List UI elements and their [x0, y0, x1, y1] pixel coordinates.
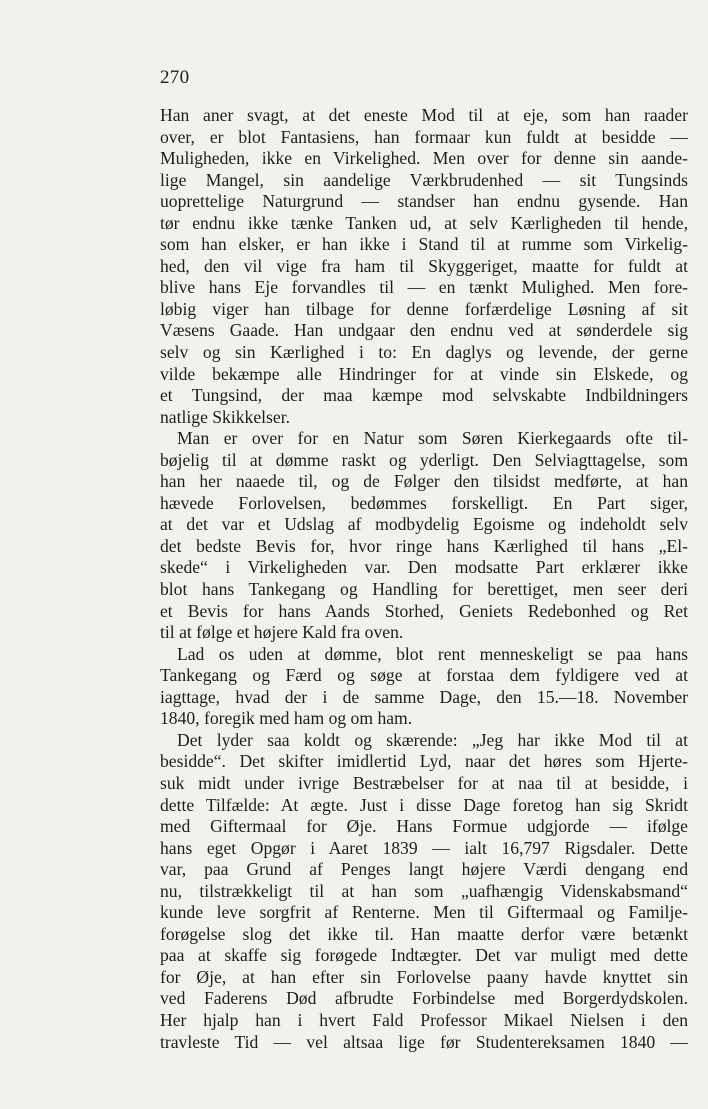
text-line: hævede Forlovelsen, bedømmes forskelligt. En Part siger, — [160, 492, 688, 513]
text-line: Lad os uden at dømme, blot rent menneskeligt se paa hans — [177, 643, 688, 664]
text-line: et Tungsind, der maa kæmpe mod selvskabte Indbildningers — [160, 385, 688, 406]
text-line: skede“ i Virkeligheden var. Den modsatte Part erklærer ikke — [160, 557, 688, 578]
text-line: Det lyder saa koldt og skærende: „Jeg har ikke Mod til at — [177, 729, 688, 750]
text-line: paa at skaffe sig forøgede Indtægter. Det var muligt med dette — [160, 945, 688, 966]
text-line: at det var et Udslag af modbydelig Egoisme og indeholdt selv — [160, 514, 688, 535]
text-line: Tankegang og Færd og søge at forstaa dem fyldigere ved at — [160, 665, 688, 686]
text-line: lige Mangel, sin aandelige Værkbrudenhed — sit Tungsinds — [160, 169, 688, 190]
text-line: travleste Tid — vel altsaa lige før Studentereksamen 1840 — — [160, 1031, 688, 1052]
text-line: Væsens Gaade. Han undgaar den endnu ved at sønderdele sig — [160, 320, 688, 341]
text-line: et Bevis for hans Aands Storhed, Geniets Redebonhed og Ret — [160, 600, 688, 621]
text-line: vilde bekæmpe alle Hindringer for at vinde sin Elskede, og — [160, 363, 688, 384]
text-line: til at følge et højere Kald fra oven. — [160, 622, 404, 643]
text-line: blot hans Tankegang og Handling for berettiget, men seer deri — [160, 579, 688, 600]
text-line: som han elsker, er han ikke i Stand til at rumme som Virkelig- — [160, 234, 688, 255]
text-line: var, paa Grund af Penges langt højere Værdi dengang end — [160, 859, 688, 880]
text-line: kunde leve sorgfrit af Renterne. Men til Giftermaal og Familje- — [160, 902, 688, 923]
text-line: med Giftermaal for Øje. Hans Formue udgjorde — ifølge — [160, 816, 688, 837]
text-line: bøjelig til at dømme raskt og yderligt. Den Selviagttagelse, som — [160, 449, 688, 470]
text-line: selv og sin Kærlighed i to: En daglys og levende, der gerne — [160, 342, 688, 363]
body-text — [160, 105, 688, 1053]
text-line: over, er blot Fantasiens, han formaar kun fuldt at besidde — — [160, 126, 688, 147]
text-line: Muligheden, ikke en Virkelighed. Men over for denne sin aande- — [160, 148, 688, 169]
text-line: dette Tilfælde: At ægte. Just i disse Dage foretog han sig Skridt — [160, 794, 688, 815]
text-line: nu, tilstrækkeligt til at han som „uafhængig Videnskabsmand“ — [160, 880, 688, 901]
text-line: Han aner svagt, at det eneste Mod til at eje, som han raader — [160, 105, 688, 125]
text-line: forøgelse slog det ikke til. Han maatte derfor være betænkt — [160, 923, 688, 944]
text-line: blive hans Eje forvandles til — en tænkt Mulighed. Men fore- — [160, 277, 688, 298]
text-line: Man er over for en Natur som Søren Kierkegaards ofte til- — [177, 428, 688, 449]
text-line: ved Faderens Død afbrudte Forbindelse med Borgerdydskolen. — [160, 988, 688, 1009]
text-line: besidde“. Det skifter imidlertid Lyd, naar det høres som Hjerte- — [160, 751, 688, 772]
text-line: iagttage, hvad der i de samme Dage, den 15.—18. November — [160, 686, 688, 707]
text-line: Her hjalp han i hvert Fald Professor Mikael Nielsen i den — [160, 1009, 688, 1030]
text-line: han her naaede til, og de Følger den tilsidst medførte, at han — [160, 471, 688, 492]
text-line: for Øje, at han efter sin Forlovelse paany havde knyttet sin — [160, 966, 688, 987]
text-line: uoprettelige Naturgrund — standser han endnu gysende. Han — [160, 191, 688, 212]
text-line: løbig viger han tilbage for denne forfærdelige Løsning af sit — [160, 298, 688, 319]
text-line: suk midt under ivrige Bestræbelser for at naa til at besidde, i — [160, 772, 688, 793]
text-line: hans eget Opgør i Aaret 1839 — ialt 16,797 Rigsdaler. Dette — [160, 837, 688, 858]
page-number: 270 — [160, 67, 190, 88]
text-line: 1840, foregik med ham og om ham. — [160, 708, 413, 729]
text-line: det bedste Bevis for, hvor ringe hans Kærlighed til hans „El- — [160, 535, 688, 556]
text-line: natlige Skikkelser. — [160, 406, 290, 427]
text-line: hed, den vil vige fra ham til Skyggeriget, maatte for fuldt at — [160, 255, 688, 276]
text-line: tør endnu ikke tænke Tanken ud, at selv Kærligheden til hende, — [160, 212, 688, 233]
